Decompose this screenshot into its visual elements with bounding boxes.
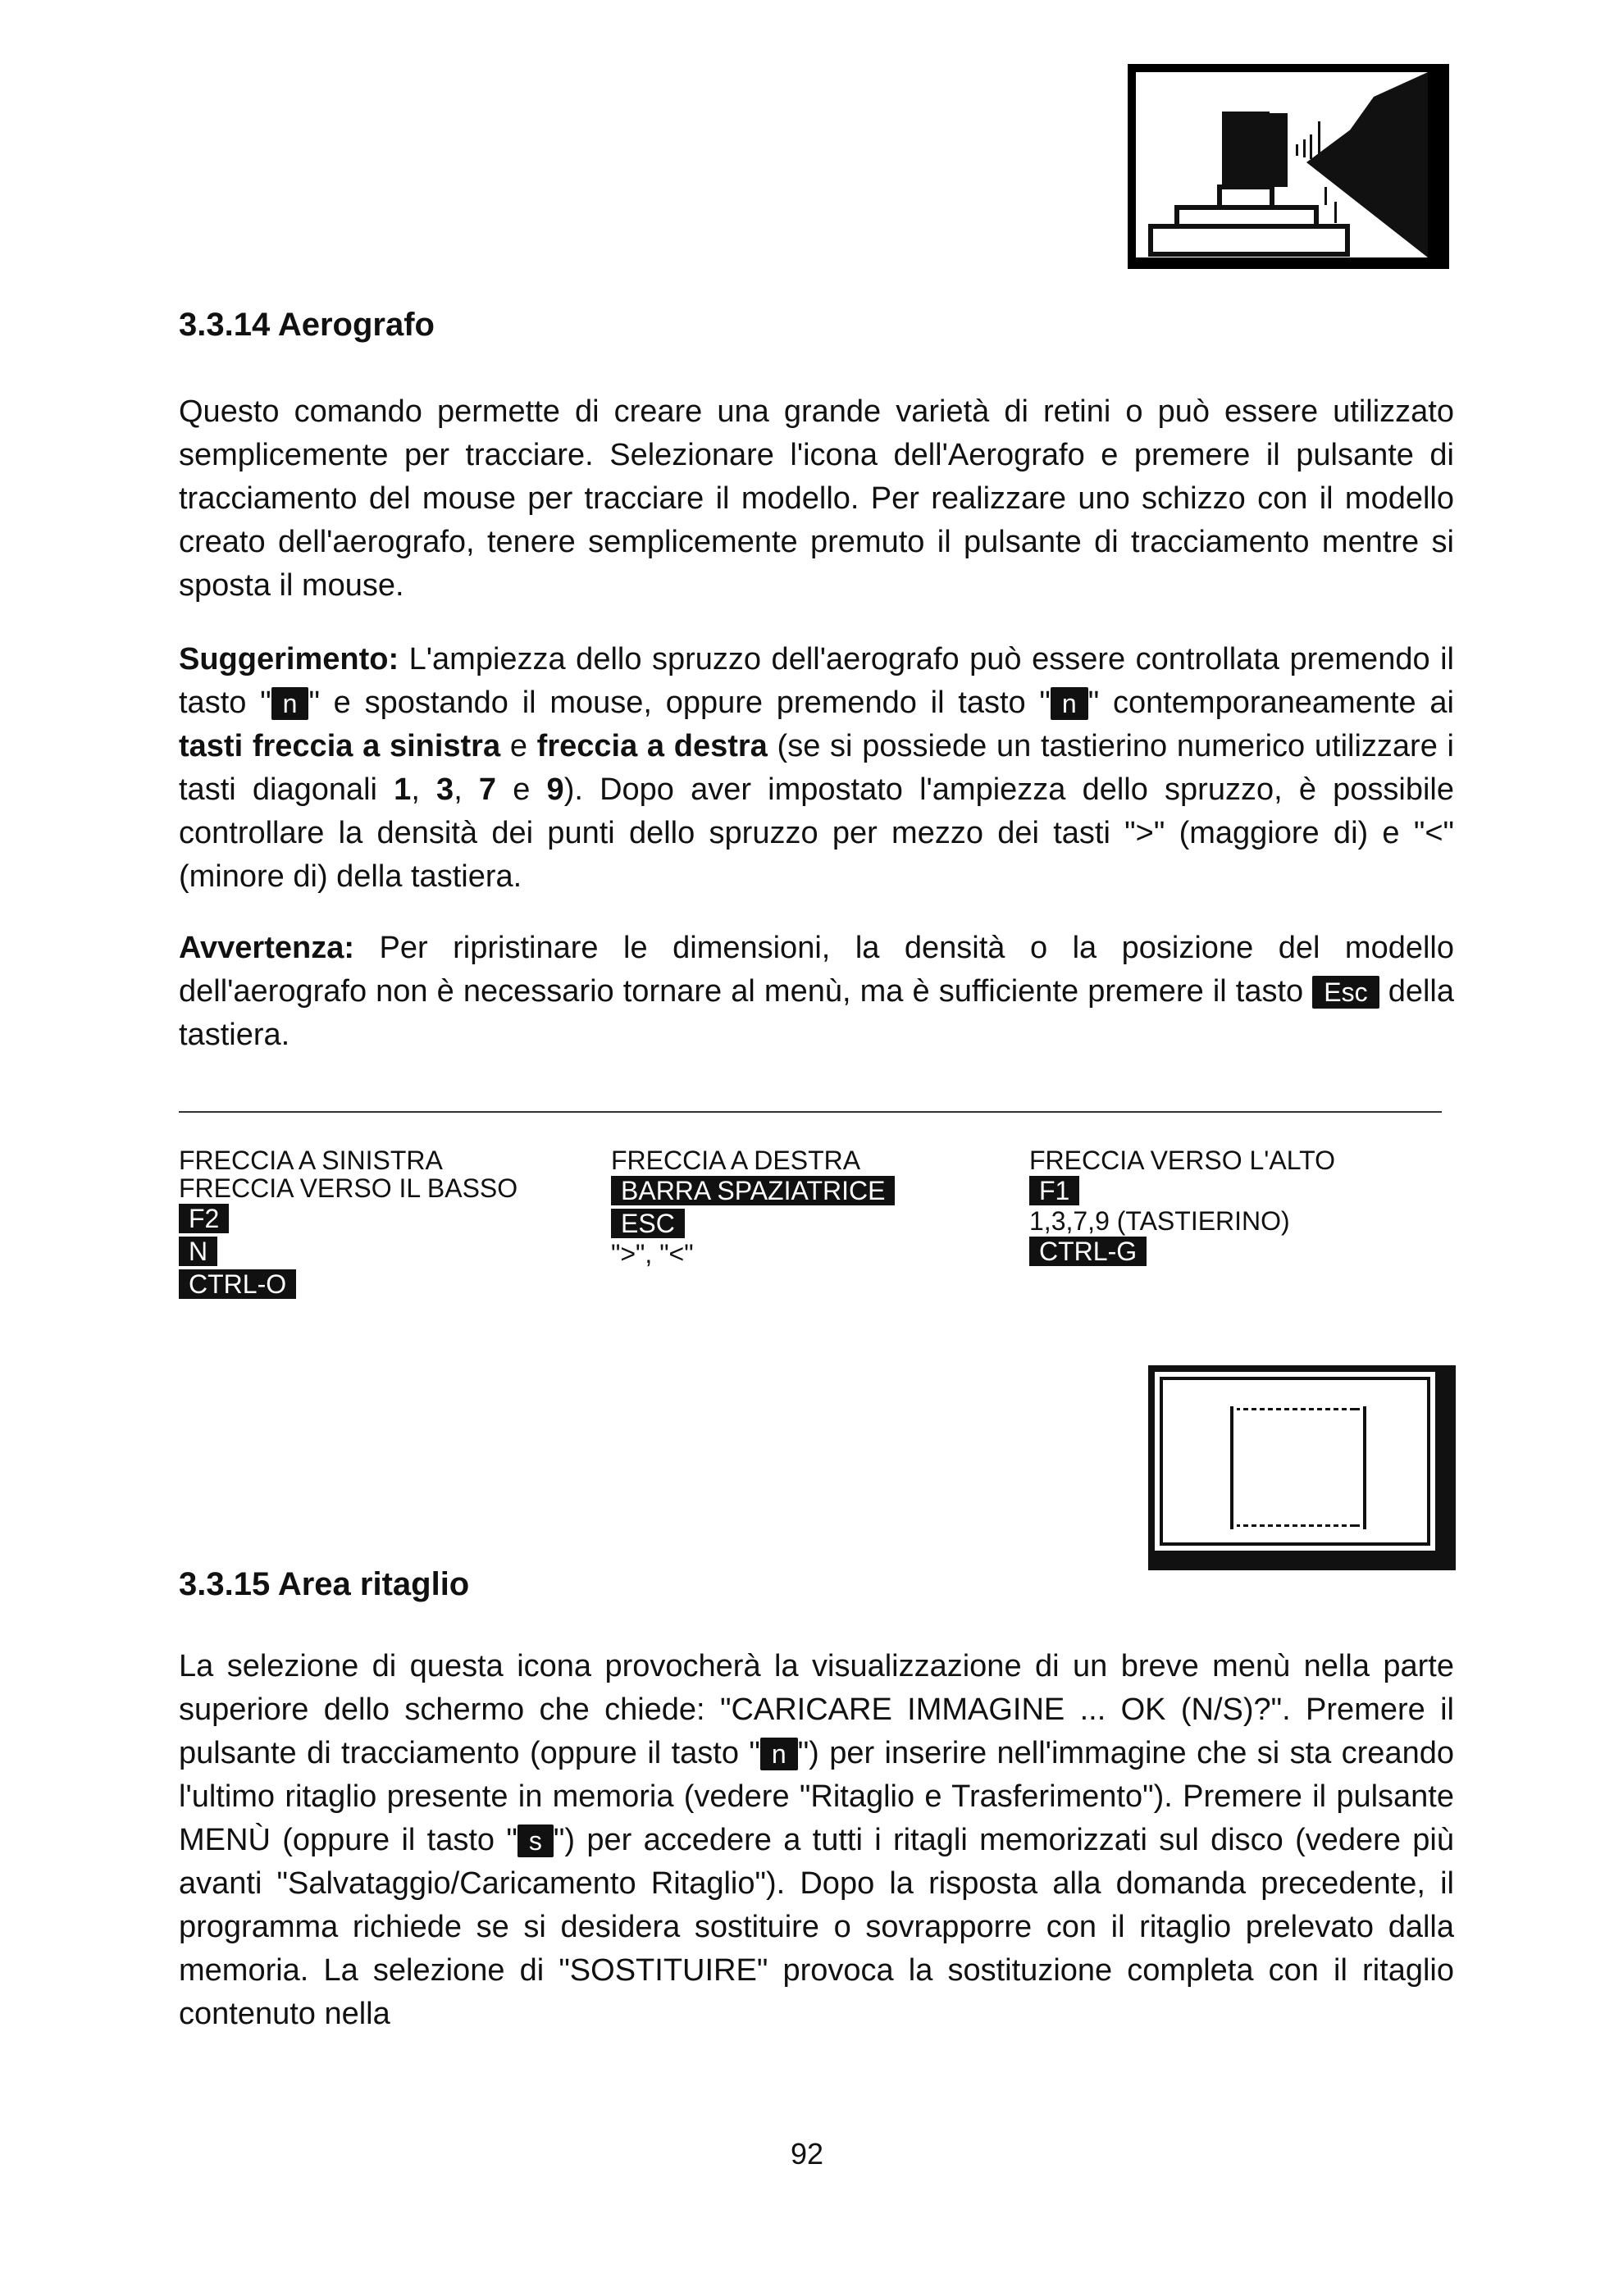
tip-text-d: e: [500, 729, 537, 763]
shortcut-column-3: [1029, 1146, 1335, 1268]
tip-text-a: L'ampiezza dello spruzzo dell'aerografo può essere controllata premendo il tasto ": [179, 642, 1454, 720]
divider-line: [179, 1111, 1442, 1113]
shortcut-label: ">", "<": [611, 1239, 694, 1269]
shortcut-key: ESC: [611, 1209, 685, 1238]
clip-area-paragraph: [179, 1645, 1454, 2036]
warning-text-b: della tastiera.: [179, 974, 1455, 1052]
shortcut-key: BARRA SPAZIATRICE: [611, 1176, 895, 1205]
shortcut-column-1: [179, 1146, 517, 1301]
tip-number: 3: [436, 772, 454, 807]
tip-text-b: " e spostando il mouse, oppure premendo il tasto ": [308, 686, 1051, 720]
warning-text-a: Per ripristinare le dimensioni, la densità o la posizione del modello dell'aerografo non è necessario tornare al menù, ma è sufficiente premere il tasto: [179, 931, 1454, 1009]
tip-number: 7: [478, 772, 497, 807]
n-key: n: [760, 1738, 798, 1770]
tip-bold-left-arrow: tasti freccia a sinistra: [179, 729, 501, 763]
shortcut-key: N: [179, 1237, 217, 1266]
tip-number: 9: [546, 772, 564, 807]
clip-text-b: ") per inserire nell'immagine che si sta creando l'ultimo ritaglio presente in memoria (vedere "Ritaglio e Trasferimento"). Premere il pulsante MENÙ (oppure il tasto ": [179, 1736, 1454, 1857]
clip-text-a: La selezione di questa icona provocherà la visualizzazione di un breve menù nella parte superiore dello schermo che chiede: "CARICARE IMMAGINE ... OK (N/S)?". Premere il pulsante di tracciamento (oppure il tasto ": [179, 1649, 1454, 1770]
tip-text-c: " contemporaneamente ai: [1087, 686, 1454, 720]
shortcut-key: F2: [179, 1204, 229, 1233]
tip-separator: e: [496, 772, 547, 807]
shortcut-key: CTRL-O: [179, 1269, 296, 1299]
shortcut-label: FRECCIA VERSO L'ALTO: [1029, 1146, 1336, 1175]
shortcut-label: FRECCIA A DESTRA: [611, 1146, 861, 1175]
s-key: s: [517, 1824, 554, 1857]
tip-number: 1: [394, 772, 412, 807]
shortcut-label: 1,3,7,9 (TASTIERINO): [1029, 1206, 1290, 1236]
tip-bold-right-arrow: freccia a destra: [536, 729, 768, 763]
section-heading-airbrush: 3.3.14 Aerografo: [179, 307, 435, 343]
tip-separator: ,: [454, 772, 479, 807]
airbrush-paragraph: Questo comando permette di creare una grande varietà di retini o può essere utilizzato semplicemente per tracciare. Selezionare l'icona dell'Aerografo e premere il pulsante di tracciamento del mouse per tracciare il modello. Per realizzare uno schizzo con il modello creato dell'aerografo, tenere semplicemente premuto il pulsante di tracciamento mentre si sposta il mouse.: [179, 394, 1454, 603]
shortcut-column-2: [611, 1146, 895, 1268]
shortcut-label: FRECCIA VERSO IL BASSO: [179, 1173, 518, 1203]
n-key: n: [1051, 687, 1088, 720]
section-heading-clip-area: 3.3.15 Area ritaglio: [179, 1566, 470, 1602]
esc-key: Esc: [1312, 976, 1379, 1009]
tip-label: Suggerimento:: [179, 642, 399, 676]
airbrush-tip-paragraph: [179, 638, 1454, 899]
clip-area-icon: [1148, 1365, 1456, 1570]
page-number: 92: [790, 2137, 824, 2171]
shortcut-key: F1: [1029, 1176, 1079, 1205]
tip-text-f: ). Dopo aver impostato l'ampiezza dello spruzzo, è possibile controllare la densità dei punti dello spruzzo per mezzo dei tasti ">" (maggiore di) e "<" (minore di) della tastiera.: [179, 772, 1454, 894]
shortcut-label: FRECCIA A SINISTRA: [179, 1146, 443, 1175]
warning-label: Avvertenza:: [179, 931, 355, 965]
airbrush-warning-paragraph: [179, 927, 1454, 1057]
tip-text-e: (se si possiede un tastierino numerico utilizzare i tasti diagonali: [179, 729, 1454, 807]
n-key: n: [271, 687, 309, 720]
airbrush-icon: [1128, 64, 1449, 269]
shortcut-key: CTRL-G: [1029, 1237, 1147, 1266]
tip-separator: ,: [411, 772, 437, 807]
clip-text-c: ") per accedere a tutti i ritagli memorizzati sul disco (vedere più avanti "Salvataggio/Caricamento Ritaglio"). Dopo la risposta alla domanda precedente, il programma richiede se si desidera sostituire o sovrapporre con il ritaglio prelevato dalla memoria. La selezione di "SOSTITUIRE" provoca la sostituzione completa con il ritaglio contenuto nella: [179, 1823, 1454, 2031]
